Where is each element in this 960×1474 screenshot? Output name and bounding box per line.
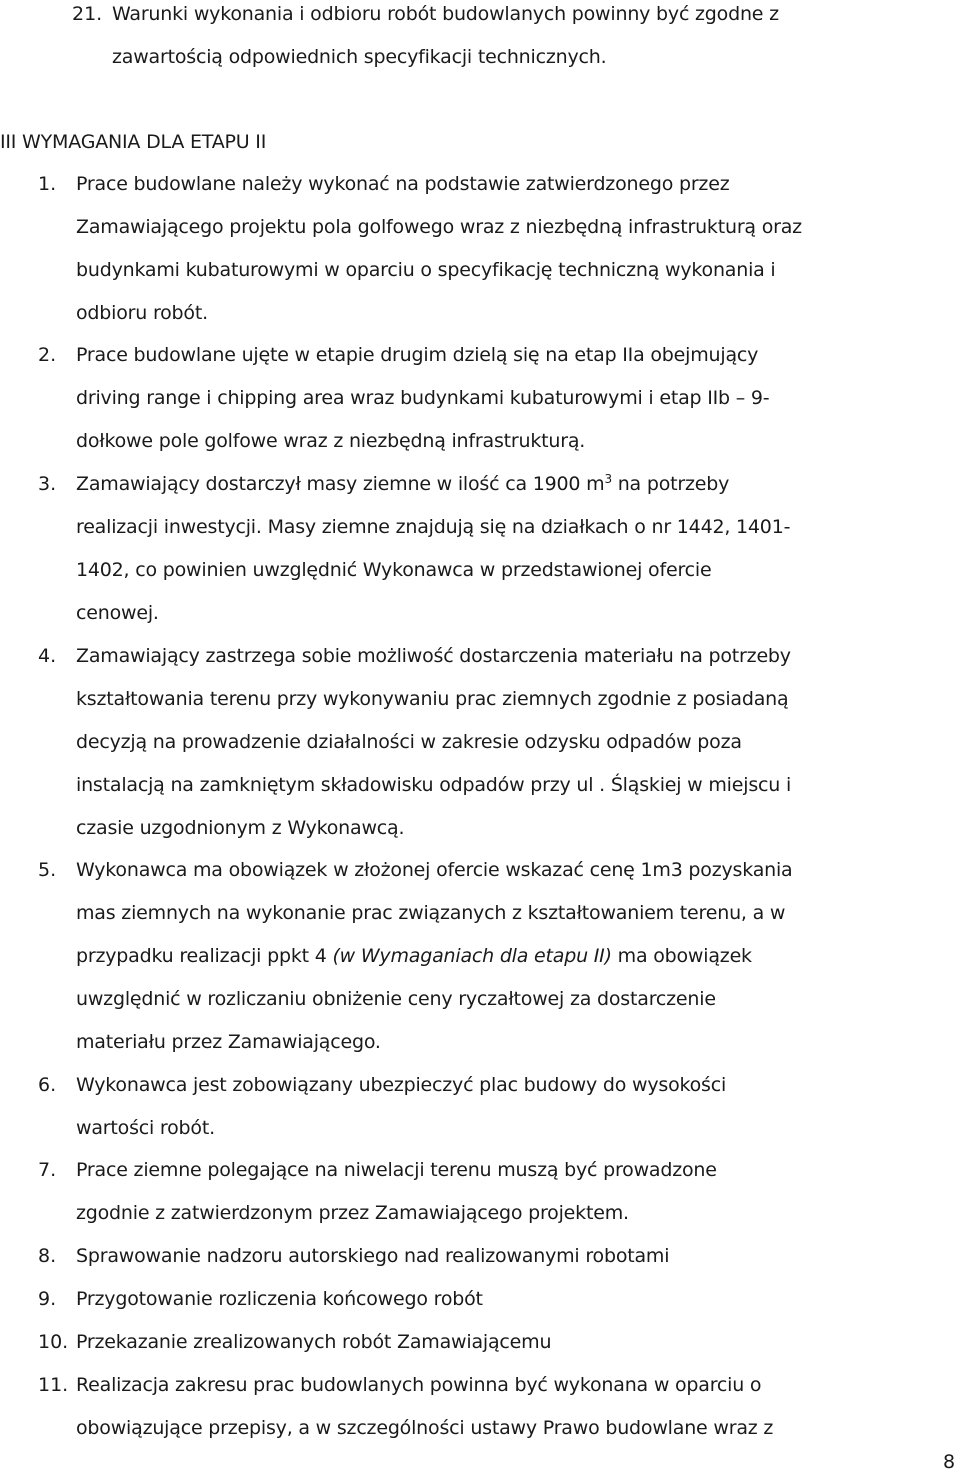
section-heading: III WYMAGANIA DLA ETAPU II <box>0 131 267 153</box>
paragraph-line: uwzględnić w rozliczaniu obniżenie ceny ryczałtowej za dostarczenie <box>76 988 716 1010</box>
paragraph-line: Prace ziemne polegające na niwelacji terenu muszą być prowadzone <box>76 1159 717 1181</box>
paragraph-line: zgodnie z zatwierdzonym przez Zamawiającego projektem. <box>76 1202 629 1224</box>
paragraph-line: Sprawowanie nadzoru autorskiego nad realizowanymi robotami <box>76 1245 670 1267</box>
text-run: przypadku realizacji ppkt 4 <box>76 945 333 967</box>
item-number: 4. <box>38 645 57 667</box>
paragraph-line: materiału przez Zamawiającego. <box>76 1031 381 1053</box>
paragraph-line: kształtowania terenu przy wykonywaniu prac ziemnych zgodnie z posiadaną <box>76 688 789 710</box>
item-number: 7. <box>38 1159 57 1181</box>
item-number: 2. <box>38 344 57 366</box>
paragraph-line: instalacją na zamkniętym składowisku odpadów przy ul . Śląskiej w miejscu i <box>76 774 792 796</box>
item-number: 9. <box>38 1288 57 1310</box>
paragraph-line: Wykonawca ma obowiązek w złożonej ofercie wskazać cenę 1m3 pozyskania <box>76 859 793 881</box>
paragraph-line <box>76 944 752 968</box>
paragraph-line: odbioru robót. <box>76 302 208 324</box>
paragraph-line: cenowej. <box>76 602 159 624</box>
paragraph-line: budynkami kubaturowymi w oparciu o specyfikację techniczną wykonania i <box>76 259 776 281</box>
item-number: 6. <box>38 1074 57 1096</box>
paragraph-line: driving range i chipping area wraz budynkami kubaturowymi i etap IIb – 9- <box>76 387 770 409</box>
paragraph-line: zawartością odpowiednich specyfikacji technicznych. <box>112 46 607 68</box>
paragraph-line: decyzją na prowadzenie działalności w zakresie odzysku odpadów poza <box>76 731 742 753</box>
item-number: 21. <box>72 3 103 25</box>
item-number: 3. <box>38 473 57 495</box>
paragraph-line: wartości robót. <box>76 1117 215 1139</box>
item-number: 5. <box>38 859 57 881</box>
paragraph-line: Warunki wykonania i odbioru robót budowlanych powinny być zgodne z <box>112 3 779 25</box>
paragraph-line: mas ziemnych na wykonanie prac związanych z kształtowaniem terenu, a w <box>76 902 786 924</box>
superscript: 3 <box>604 472 612 486</box>
italic-reference: (w Wymaganiach dla etapu II) <box>332 945 612 967</box>
paragraph-line: czasie uzgodnionym z Wykonawcą. <box>76 817 405 839</box>
item-number: 10. <box>38 1331 69 1353</box>
text-run: ma obowiązek <box>611 945 752 967</box>
paragraph-line: Realizacja zakresu prac budowlanych powinna być wykonana w oparciu o <box>76 1374 762 1396</box>
text-run: Zamawiający dostarczył masy ziemne w ilość ca 1900 m <box>76 473 605 495</box>
item-number: 8. <box>38 1245 57 1267</box>
item-number: 11. <box>38 1374 69 1396</box>
page-number: 8 <box>943 1451 955 1473</box>
text-run: na potrzeby <box>611 473 730 495</box>
paragraph-line: Zamawiający zastrzega sobie możliwość dostarczenia materiału na potrzeby <box>76 645 791 667</box>
paragraph-line: Przekazanie zrealizowanych robót Zamawiającemu <box>76 1331 552 1353</box>
paragraph-line: Przygotowanie rozliczenia końcowego robót <box>76 1288 483 1310</box>
item-number: 1. <box>38 173 57 195</box>
paragraph-line: 1402, co powinien uwzględnić Wykonawca w przedstawionej ofercie <box>76 559 712 581</box>
paragraph-line <box>76 472 729 496</box>
paragraph-line: Wykonawca jest zobowiązany ubezpieczyć plac budowy do wysokości <box>76 1074 727 1096</box>
paragraph-line: Prace budowlane należy wykonać na podstawie zatwierdzonego przez <box>76 173 730 195</box>
paragraph-line: obowiązujące przepisy, a w szczególności ustawy Prawo budowlane wraz z <box>76 1417 774 1439</box>
paragraph-line: Zamawiającego projektu pola golfowego wraz z niezbędną infrastrukturą oraz <box>76 216 802 238</box>
paragraph-line: dołkowe pole golfowe wraz z niezbędną infrastrukturą. <box>76 430 586 452</box>
paragraph-line: Prace budowlane ujęte w etapie drugim dzielą się na etap IIa obejmujący <box>76 344 759 366</box>
paragraph-line: realizacji inwestycji. Masy ziemne znajdują się na działkach o nr 1442, 1401- <box>76 516 791 538</box>
